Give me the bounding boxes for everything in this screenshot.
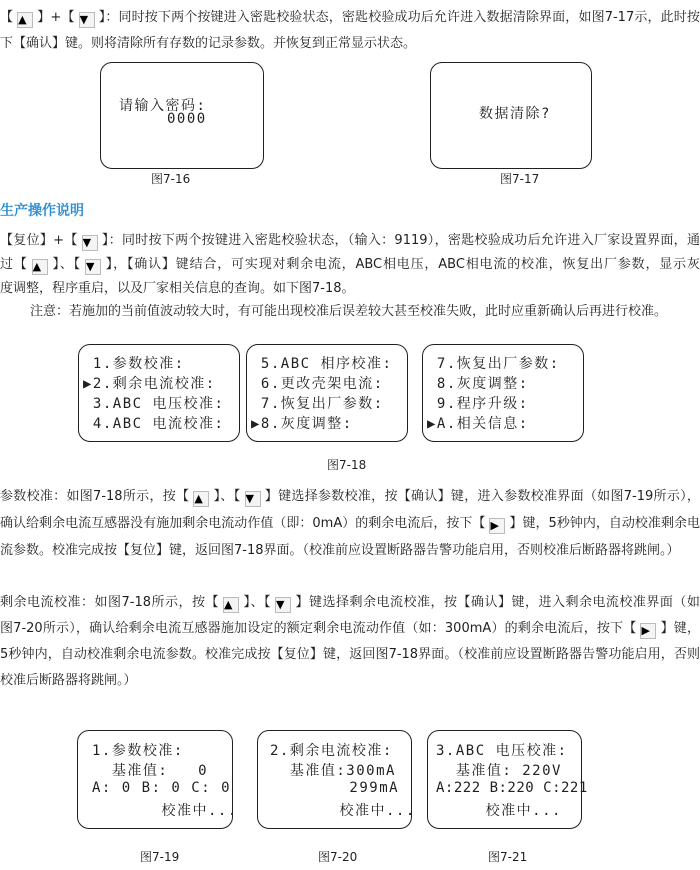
lcd-row: A:222 B:220 C:221 xyxy=(436,780,588,796)
bracket: 】 xyxy=(509,516,523,531)
lcd-screen-menu-1 xyxy=(78,344,240,442)
lcd-row: 校准中... xyxy=(436,803,562,819)
figure-caption: 图7-17 xyxy=(500,172,540,186)
menu-row: ▶2.剩余电流校准: xyxy=(83,376,216,392)
bracket: 【 xyxy=(263,595,271,610)
text-segment: 图7-20所示），确认给剩余电流互感器施加设定的额定剩余电流动作值（如：300mA）的剩余电流后，按下 xyxy=(0,621,624,636)
bracket: 【 xyxy=(623,621,637,636)
down-key-icon: ▼ xyxy=(85,259,101,275)
text-segment: 、 xyxy=(250,595,264,610)
down-key-icon: ▼ xyxy=(82,235,98,251)
lcd-row: 2.剩余电流校准: xyxy=(270,743,393,759)
text-line xyxy=(0,645,700,665)
down-key-icon: ▼ xyxy=(79,12,95,28)
bracket: 【 xyxy=(61,10,75,25)
text-segment: + xyxy=(50,10,62,25)
text-segment: 键，5秒钟内，自动校准剩余电 xyxy=(522,516,700,531)
bracket: 】 xyxy=(242,595,251,610)
text-line xyxy=(0,231,700,251)
text-segment: 过 xyxy=(0,257,14,272)
bracket: 】 xyxy=(213,489,221,504)
text-segment: 键选择参数校准，按【确认】键，进入参数校准界面（如图7-19所示）， xyxy=(278,489,700,504)
figure-caption: 图7-21 xyxy=(488,850,528,864)
lcd-row: 3.ABC 电压校准: xyxy=(436,743,568,759)
down-key-icon: ▼ xyxy=(275,597,291,613)
bracket: 】 xyxy=(101,233,109,248)
up-key-icon: ▲ xyxy=(17,12,33,28)
text-segment: 、 xyxy=(59,257,74,272)
menu-row: ▶8.灰度调整: xyxy=(251,416,353,432)
figure-caption: 图7-19 xyxy=(140,850,180,864)
lcd-screen-password xyxy=(100,62,264,169)
lcd-row: 基准值: 220V xyxy=(436,763,562,779)
lcd-row: 数据清除? xyxy=(479,106,551,122)
bracket: 【 xyxy=(13,257,28,272)
lcd-row: 0000 xyxy=(167,111,207,127)
lcd-screen-menu-2 xyxy=(246,344,408,442)
bracket: 【 xyxy=(472,516,486,531)
bracket: 】 xyxy=(37,10,51,25)
menu-row: 7.恢复出厂参数: xyxy=(251,396,384,412)
menu-row: 4.ABC 电流校准: xyxy=(83,416,225,432)
menu-row: 3.ABC 电压校准: xyxy=(83,396,225,412)
menu-row: 7.恢复出厂参数: xyxy=(427,356,560,372)
note-text: 注意：若施加的当前值波动较大时，有可能出现校准后误差较大甚至校准失败，此时应重新确认后再进行校准。 xyxy=(30,304,668,319)
lcd-row: 校准中... xyxy=(270,803,416,819)
text-segment: ：同时按下两个按键进入密匙校验状态，密匙校验成功后允许进入数据清除界面，如图7-17示，此时按 xyxy=(105,10,700,25)
text-segment: 校准后断路器将跳闸。） xyxy=(0,673,137,688)
text-segment: 【复位】+ xyxy=(0,233,65,248)
lcd-screen-clear xyxy=(430,62,592,169)
bracket: 】 xyxy=(98,10,106,25)
lcd-row: 校准中... xyxy=(92,803,238,819)
bracket: 】 xyxy=(51,257,60,272)
text-segment: 5秒钟内，自动校准剩余电流参数。校准完成按【复位】键，返回图7-18界面。（校准前应设置断路器告警功能启用，否则 xyxy=(0,647,700,662)
right-key-icon: ▶ xyxy=(489,518,505,534)
lcd-row: 1.参数校准: xyxy=(92,743,184,759)
text-line xyxy=(0,255,700,275)
menu-row: 9.程序升级: xyxy=(427,396,529,412)
text-segment: 确认给剩余电流互感器没有施加剩余电流动作值（即：0mA）的剩余电流后，按下 xyxy=(0,516,473,531)
text-line xyxy=(0,487,700,507)
lcd-row: 基准值:300mA xyxy=(270,763,396,779)
text-segment: 键选择剩余电流校准，按【确认】键，进入剩余电流校准界面（如 xyxy=(308,595,700,610)
text-line xyxy=(0,619,700,639)
text-line xyxy=(0,593,700,613)
text-line xyxy=(0,541,700,561)
up-key-icon: ▲ xyxy=(223,597,239,613)
bracket: 【 xyxy=(0,10,14,25)
text-segment: 参数校准：如图7-18所示，按 xyxy=(0,489,177,504)
bracket: 【 xyxy=(233,489,241,504)
text-segment: 度调整，程序重启，以及厂家相关信息的查询。如下图7-18。 xyxy=(0,281,355,296)
section-heading: 生产操作说明 xyxy=(0,203,84,219)
lcd-screen-voltage-calibration xyxy=(427,730,588,829)
up-key-icon: ▲ xyxy=(193,491,209,507)
menu-row: ▶A.相关信息: xyxy=(427,416,529,432)
menu-row: 5.ABC 相序校准: xyxy=(251,356,393,372)
lcd-row: A: 0 B: 0 C: 0 xyxy=(92,780,232,796)
bracket: 】 xyxy=(264,489,279,504)
bracket: 】 xyxy=(294,595,309,610)
text-line xyxy=(0,514,700,534)
text-line xyxy=(0,8,700,28)
figure-caption: 图7-18 xyxy=(327,458,367,472)
menu-row: 8.灰度调整: xyxy=(427,376,529,392)
bracket: 【 xyxy=(205,595,219,610)
text-segment: 键， xyxy=(673,621,700,636)
lcd-screen-residual-calibration xyxy=(257,730,416,829)
bracket: 【 xyxy=(176,489,190,504)
lcd-row: 请输入密码: xyxy=(119,98,207,114)
text-segment: 、 xyxy=(220,489,234,504)
right-key-icon: ▶ xyxy=(640,623,656,639)
text-segment: ，【确认】键结合，可实现对剩余电流，ABC相电压，ABC相电流的校准，恢复出厂参数，显示灰 xyxy=(113,257,700,272)
bracket: 【 xyxy=(64,233,78,248)
down-key-icon: ▼ xyxy=(245,491,261,507)
lcd-row: 基准值: 0 xyxy=(92,763,209,779)
bracket: 】 xyxy=(660,621,674,636)
text-segment: ：同时按下两个按键进入密匙校验状态，（输入：9119），密匙校验成功后允许进入厂家设置界面，通 xyxy=(108,233,700,248)
figure-caption: 图7-16 xyxy=(151,172,191,186)
text-segment: 流参数。校准完成按【复位】键，返回图7-18界面。（校准前应设置断路器告警功能启用，否则校准后断路器将跳闸。） xyxy=(0,543,680,558)
menu-row: 6.更改壳架电流: xyxy=(251,376,384,392)
bracket: 】 xyxy=(104,257,114,272)
text-line xyxy=(0,279,700,299)
lcd-screen-param-calibration xyxy=(77,730,238,829)
up-key-icon: ▲ xyxy=(32,259,48,275)
text-line xyxy=(0,34,700,54)
text-segment: 下【确认】键。则将清除所有存数的记录参数。并恢复到正常显示状态。 xyxy=(0,36,417,51)
menu-row: 1.参数校准: xyxy=(83,356,185,372)
figure-caption: 图7-20 xyxy=(318,850,358,864)
text-segment: 剩余电流校准：如图7-18所示，按 xyxy=(0,595,206,610)
text-line xyxy=(0,671,700,691)
lcd-row: 299mA xyxy=(270,780,400,796)
lcd-screen-menu-3 xyxy=(422,344,584,442)
bracket: 【 xyxy=(73,257,81,272)
